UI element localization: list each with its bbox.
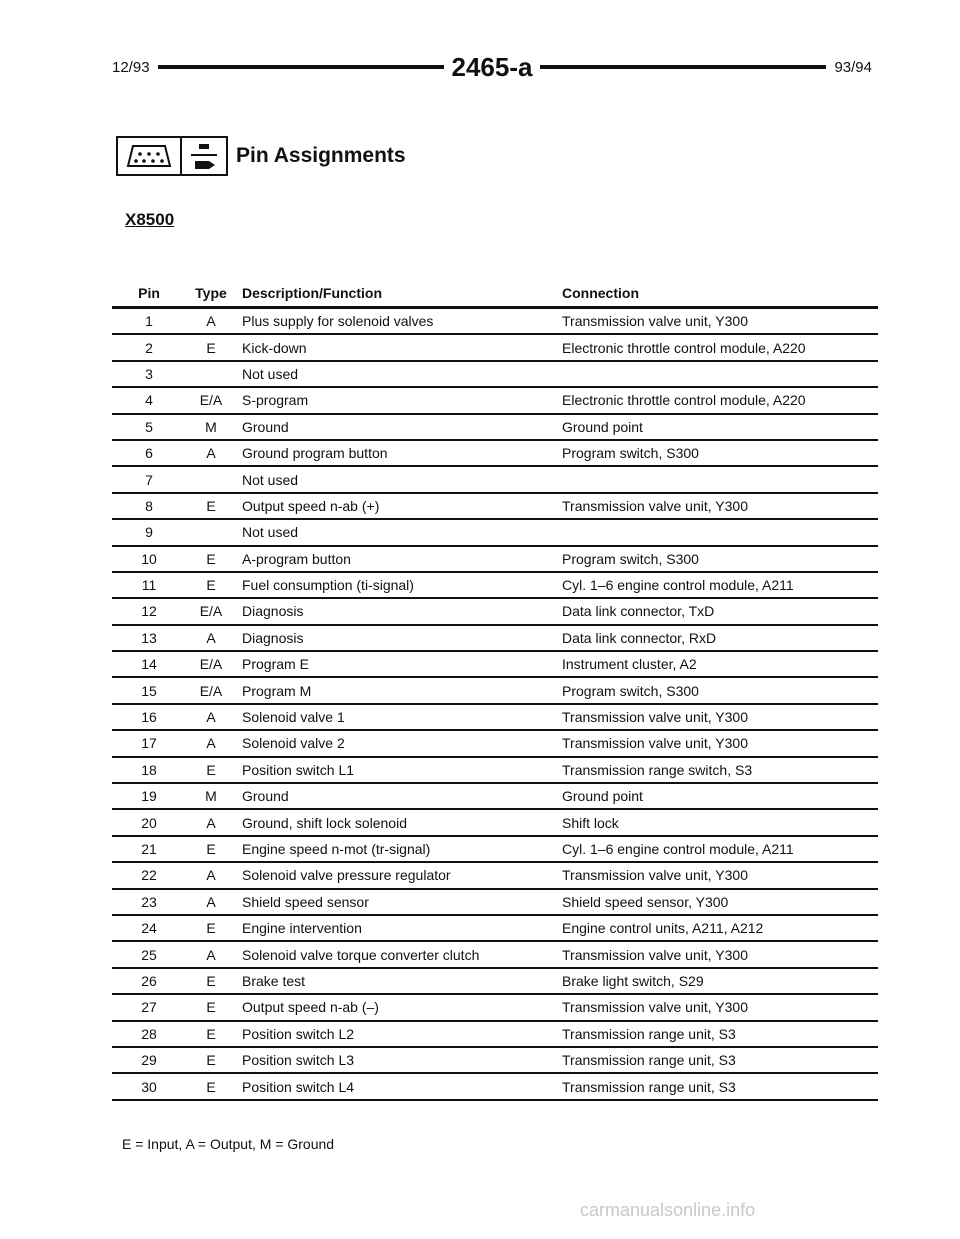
- table-row: [112, 547, 878, 573]
- cell-connection: Transmission valve unit, Y300: [562, 867, 748, 884]
- cell-description: Solenoid valve pressure regulator: [242, 867, 451, 884]
- cell-description: Position switch L1: [242, 761, 355, 778]
- table-row: [112, 810, 878, 836]
- cell-connection: Electronic throttle control module, A220: [562, 339, 806, 356]
- cell-description: S-program: [242, 392, 309, 409]
- cell-type: A: [206, 709, 216, 726]
- cell-description: Engine speed n-mot (tr-signal): [242, 841, 431, 857]
- cell-description: Ground: [242, 788, 289, 805]
- cell-pin: 22: [141, 867, 157, 884]
- cell-type: E: [206, 841, 216, 857]
- page-header: [112, 52, 872, 82]
- table-row: [112, 520, 878, 546]
- cell-type: E: [206, 1052, 216, 1069]
- header-type: Type: [195, 285, 227, 301]
- cell-pin: 27: [141, 999, 157, 1016]
- cell-pin: 9: [145, 524, 153, 541]
- cell-type: A: [206, 893, 216, 910]
- cell-type: A: [206, 946, 216, 963]
- cell-connection: Data link connector, TxD: [562, 603, 715, 620]
- table-row: [112, 784, 878, 810]
- cell-connection: Program switch, S300: [562, 445, 699, 462]
- cell-connection: Data link connector, RxD: [562, 629, 717, 646]
- cell-pin: 12: [141, 603, 157, 620]
- cell-type: A: [206, 629, 216, 646]
- cell-connection: Cyl. 1–6 engine control module, A211: [562, 841, 794, 857]
- cell-type: E/A: [199, 682, 223, 699]
- cell-connection: Instrument cluster, A2: [562, 656, 697, 673]
- cell-connection: Electronic throttle control module, A220: [562, 392, 806, 409]
- title-row: [116, 136, 406, 176]
- cell-type: E: [206, 339, 216, 356]
- cell-pin: 24: [141, 920, 157, 937]
- cell-description: Program E: [242, 656, 309, 673]
- cell-description: Solenoid valve 1: [242, 709, 345, 726]
- header-connection: Connection: [562, 285, 639, 301]
- cell-description: Position switch L3: [242, 1052, 355, 1069]
- cell-type: A: [206, 445, 216, 462]
- cell-connection: Ground point: [562, 418, 643, 435]
- table-row: [112, 837, 878, 863]
- legend-footnote: E = Input, A = Output, M = Ground: [122, 1136, 335, 1152]
- cell-type: E/A: [199, 603, 223, 620]
- header-rule-left: [158, 65, 444, 69]
- cell-description: Position switch L2: [242, 1025, 355, 1042]
- cell-type: A: [206, 867, 216, 884]
- cell-description: Ground: [242, 418, 289, 435]
- pin-table: [112, 280, 878, 1101]
- cell-type: E: [206, 497, 216, 514]
- cell-type: E: [206, 1078, 216, 1095]
- cell-connection: Transmission valve unit, Y300: [562, 946, 748, 963]
- cell-connection: Transmission valve unit, Y300: [562, 735, 748, 752]
- cell-type: E: [206, 577, 216, 594]
- table-row: [112, 652, 878, 678]
- cell-pin: 28: [141, 1025, 157, 1042]
- cell-type: E: [206, 920, 216, 937]
- table-row: [112, 995, 878, 1021]
- cell-type: E: [206, 550, 216, 567]
- cell-description: Engine intervention: [242, 920, 362, 937]
- cell-description: Not used: [242, 365, 299, 382]
- cell-description: Fuel consumption (ti-signal): [242, 577, 414, 594]
- cell-pin: 29: [141, 1052, 157, 1069]
- cell-connection: Transmission range unit, S3: [562, 1078, 736, 1095]
- cell-connection: Transmission range unit, S3: [562, 1025, 736, 1042]
- pin-terminal-icon: [182, 136, 228, 176]
- cell-pin: 19: [141, 788, 157, 805]
- cell-pin: 11: [141, 577, 157, 594]
- table-row: [112, 362, 878, 388]
- table-row: [112, 415, 878, 441]
- cell-connection: Transmission valve unit, Y300: [562, 313, 748, 330]
- cell-connection: Brake light switch, S29: [562, 972, 704, 989]
- cell-description: Diagnosis: [242, 603, 304, 620]
- cell-pin: 2: [145, 339, 153, 356]
- cell-connection: Program switch, S300: [562, 550, 699, 567]
- cell-pin: 7: [145, 471, 153, 488]
- table-row: [112, 863, 878, 889]
- cell-pin: 30: [141, 1078, 157, 1095]
- cell-connection: Transmission range switch, S3: [562, 761, 753, 778]
- cell-description: Not used: [242, 471, 299, 488]
- cell-description: Ground, shift lock solenoid: [242, 814, 407, 831]
- cell-pin: 10: [141, 550, 157, 567]
- cell-pin: 8: [145, 497, 153, 514]
- cell-connection: Transmission valve unit, Y300: [562, 709, 748, 726]
- cell-description: A-program button: [242, 550, 351, 567]
- cell-type: E: [206, 999, 216, 1016]
- table-row: [112, 467, 878, 493]
- cell-connection: Transmission valve unit, Y300: [562, 497, 748, 514]
- cell-type: A: [206, 735, 216, 752]
- cell-pin: 5: [145, 418, 153, 435]
- cell-description: Shield speed sensor: [242, 893, 369, 910]
- cell-connection: Shield speed sensor, Y300: [562, 893, 729, 910]
- table-header: [112, 280, 878, 309]
- cell-connection: Engine control units, A211, A212: [562, 920, 764, 937]
- cell-connection: Cyl. 1–6 engine control module, A211: [562, 577, 794, 594]
- cell-type: E/A: [199, 392, 223, 409]
- document-code: 2465-a: [451, 51, 533, 82]
- table-row: [112, 758, 878, 784]
- cell-description: Kick-down: [242, 339, 307, 356]
- cell-description: Solenoid valve torque converter clutch: [242, 946, 480, 963]
- table-row: [112, 573, 878, 599]
- table-row: [112, 441, 878, 467]
- table-row: [112, 335, 878, 361]
- cell-type: E: [206, 761, 216, 778]
- cell-connection: Program switch, S300: [562, 682, 699, 699]
- table-row: [112, 1048, 878, 1074]
- cell-type: A: [206, 313, 216, 330]
- header-rule-right: [540, 65, 826, 69]
- table-row: [112, 309, 878, 335]
- cell-connection: Shift lock: [562, 814, 619, 831]
- table-row: [112, 626, 878, 652]
- table-row: [112, 494, 878, 520]
- table-row: [112, 705, 878, 731]
- cell-pin: 6: [145, 445, 153, 462]
- cell-description: Ground program button: [242, 445, 388, 462]
- cell-pin: 21: [141, 841, 157, 857]
- cell-pin: 4: [145, 392, 153, 409]
- cell-pin: 26: [141, 972, 157, 989]
- header-right-date: 93/94: [834, 58, 872, 76]
- connector-plug-icon: [116, 136, 182, 176]
- cell-connection: Ground point: [562, 788, 643, 805]
- cell-pin: 1: [145, 313, 153, 330]
- cell-pin: 25: [141, 946, 157, 963]
- table-row: [112, 731, 878, 757]
- cell-description: Not used: [242, 524, 299, 541]
- cell-pin: 3: [145, 365, 153, 382]
- cell-pin: 17: [141, 735, 157, 752]
- table-row: [112, 1022, 878, 1048]
- cell-pin: 14: [141, 656, 157, 673]
- cell-type: M: [205, 418, 217, 435]
- cell-pin: 23: [141, 893, 157, 910]
- cell-description: Output speed n-ab (–): [242, 999, 379, 1016]
- cell-pin: 18: [141, 761, 157, 778]
- page-title: Pin Assignments: [236, 144, 406, 167]
- cell-description: Diagnosis: [242, 629, 304, 646]
- cell-connection: Transmission valve unit, Y300: [562, 999, 748, 1016]
- cell-description: Program M: [242, 682, 312, 699]
- header-pin: Pin: [138, 285, 160, 301]
- cell-type: E/A: [199, 656, 223, 673]
- cell-pin: 15: [141, 682, 157, 699]
- table-body: [112, 309, 878, 1101]
- cell-description: Output speed n-ab (+): [242, 497, 380, 514]
- table-row: [112, 890, 878, 916]
- cell-description: Solenoid valve 2: [242, 735, 345, 752]
- cell-pin: 16: [141, 709, 157, 726]
- cell-description: Position switch L4: [242, 1078, 355, 1095]
- table-row: [112, 599, 878, 625]
- table-row: [112, 388, 878, 414]
- header-left-date: 12/93: [112, 58, 150, 76]
- cell-description: Brake test: [242, 972, 306, 989]
- cell-pin: 13: [141, 629, 157, 646]
- cell-pin: 20: [141, 814, 157, 831]
- cell-connection: Transmission range unit, S3: [562, 1052, 736, 1069]
- table-row: [112, 678, 878, 704]
- header-description: Description/Function: [242, 285, 382, 301]
- table-row: [112, 916, 878, 942]
- cell-description: Plus supply for solenoid valves: [242, 313, 434, 330]
- cell-type: E: [206, 1025, 216, 1042]
- connector-id: X8500: [125, 210, 175, 229]
- table-row: [112, 942, 878, 968]
- table-row: [112, 1074, 878, 1100]
- cell-type: A: [206, 814, 216, 831]
- cell-type: E: [206, 972, 216, 989]
- watermark: carmanualsonline.info: [580, 1200, 756, 1220]
- cell-type: M: [205, 788, 217, 805]
- table-row: [112, 969, 878, 995]
